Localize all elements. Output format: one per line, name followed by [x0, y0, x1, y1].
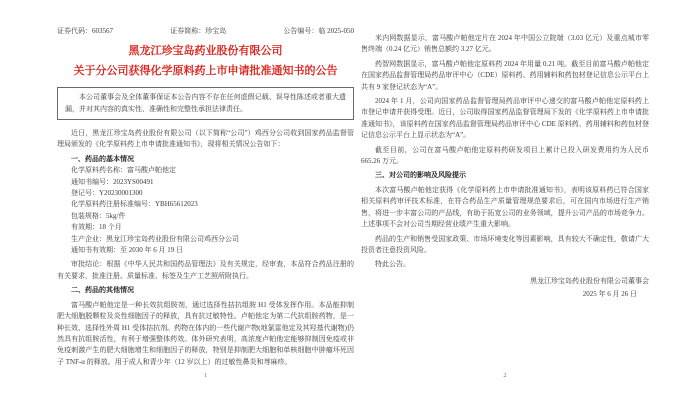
announcement-page-1: [57, 0, 354, 400]
sales-data-paragraph: 米内网数据显示，富马酸卢帕他定片在 2024 年中国公立院端（3.03 亿元）及重点城市零售终端（0.24 亿元）销售总额约 3.27 亿元。: [361, 34, 649, 54]
board-disclaimer-box: [57, 87, 354, 120]
section2-heading: 二、药品的其他情况: [71, 286, 134, 295]
usage-data-paragraph: 药智网数据显示，富马酸卢帕他定原料药 2024 年用量 0.21 吨。截至目前富马酸卢帕他定在国家药品监督管理局药品审评中心（CDE）原料药、药用辅料和药包材登记信息公示平台上共有 9 家登记状态为“A”。: [361, 59, 649, 91]
section3-heading: 三、对公司的影响及风险提示: [375, 171, 466, 180]
risk-warning-paragraph: 药品的生产和销售受国家政策、市场环境变化等因素影响，具有较大不确定性，敬请广大投资者注意投资风险。: [361, 234, 649, 254]
board-disclaimer-text: 本公司董事会及全体董事保证本公告内容不存在任何虚假记载、误导性陈述或者重大遗漏，并对其内容的真实性、准确性和完整性承担法律责任。: [65, 93, 346, 113]
stock-code-label: 证券代码：603567: [57, 27, 113, 35]
securities-meta-row: [57, 26, 354, 36]
page-number-2: 2: [503, 372, 507, 379]
application-history-paragraph: 2024 年 1 月，公司向国家药品监督管理局药品审评中心递交的富马酸卢帕他定原料药上市登记申请并获得受理。近日，公司取得国家药品监督管理局下发的《化学原料药上市申请批准通知书》，该原料药在国家药品监督管理局药品审评中心 CDE 原料药、药用辅料和药包材登记信息公示平台上显示状态为“A”。: [361, 97, 649, 140]
page-number-1: 1: [203, 372, 208, 379]
company-name-title: 黑龙江珍宝岛药业股份有限公司: [128, 45, 283, 57]
signature-block: [361, 275, 649, 301]
approval-conclusion-paragraph: 审批结论：根据《中华人民共和国药品管理法》及有关规定，经审查，本品符合药品注册的有关要求，批准注册。质量标准、标签及生产工艺照所附执行。: [57, 260, 354, 280]
registration-number-line: 登记号：Y20230001300: [71, 189, 143, 198]
notice-validity-line: 通知书有效期：至 2030 年 6 月 19 日: [71, 246, 183, 255]
standard-number-line: 化学原料药注册标准编号：YBH65612023: [71, 200, 198, 209]
rd-investment-paragraph: 截至目前，公司在富马酸卢帕他定原料药研发项目上累计已投入研发费用约为人民币 665.26 万元。: [361, 145, 649, 166]
intro-paragraph: 近日，黑龙江珍宝岛药业股份有限公司（以下简称“公司”）鸡西分公司收到国家药品监督管理局颁发的《化学原料药上市申请批准通知书》，现将相关情况公告如下：: [57, 129, 354, 149]
shelf-life-line: 有效期：18 个月: [71, 223, 122, 232]
package-spec-line: 包装规格：5kg/件: [71, 211, 126, 220]
manufacturer-line: 生产企业：黑龙江珍宝岛药业股份有限公司鸡西分公司: [71, 234, 239, 243]
impact-paragraph: 本次富马酸卢帕他定获得《化学原料药上市申请批准通知书》，表明该原料药已符合国家相关原料药审评技术标准，在符合药品生产质量管理规范要求后，可在国内市场进行生产销售，将进一步丰富公司的产品线，有助于拓宽公司的业务领域，提升公司产品的市场竞争力。上述事项不会对公司当期经营业绩产生重大影响。: [361, 185, 649, 229]
drug-other-info-paragraph: 富马酸卢帕他定是一种长效抗组胺剂，通过选择性拮抗组胺 H1 受体发挥作用。本品能抑制肥大细胞脱颗粒及炎性细胞因子的释放，具有抗过敏特性。卢帕他定为第二代抗组胺药物，是一种长效、选择性外周 H1 受体拮抗剂。药物在体内的一些代谢产物(地氯雷他定及其羟基代谢物)仍然具有抗组胺活性，有利于增强整体药效。体外研究表明，高浓度卢帕他定能够抑制因免疫或非免疫刺激产生的肥大细胞增生和细胞因子的释放，特别是抑制肥大细胞和单核细胞中肿瘤坏死因子 TNF-α 的释放。用于成人和青少年（12 岁以上）的过敏性鼻炎和荨麻疹。: [57, 300, 354, 366]
notice-number-line: 通知书编号：2023YS00491: [71, 177, 154, 186]
stock-name-label: 证券简称：珍宝岛: [170, 27, 227, 35]
section1-heading: 一、药品的基本情况: [71, 154, 134, 163]
announcement-date: 2025 年 6 月 26 日: [582, 289, 637, 298]
announcement-number-label: 公告编号：临 2025-050: [283, 27, 354, 35]
drug-name-line: 化学原料药名称：富马酸卢帕他定: [71, 166, 176, 175]
closing-line: 特此公告。: [375, 260, 410, 269]
announcement-page-2: [361, 0, 649, 400]
announcement-title: 关于分公司获得化学原料药上市申请批准通知书的公告: [73, 65, 338, 77]
board-signature: 黑龙江珍宝岛药业股份有限公司董事会: [530, 276, 649, 285]
